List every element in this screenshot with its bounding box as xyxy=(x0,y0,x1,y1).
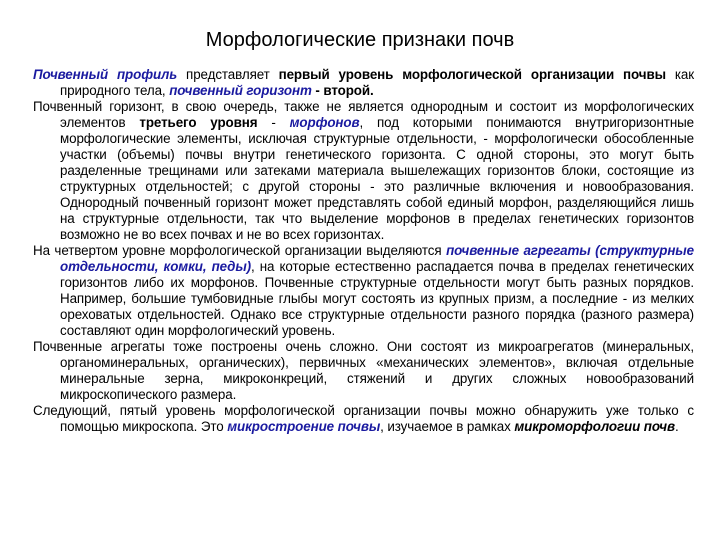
paragraph-profile xyxy=(33,67,694,99)
term-microstructure: микростроение почвы xyxy=(227,419,381,434)
text-run: Почвенные агрегаты тоже построены очень сложно. Они состоят из микроагрегатов (минеральных, органоминеральных, органических), первичных «механических элементов», включая отдельные минеральные зерна, микроконкреций, стяжений и других сложных новообразований микроскопического размера. xyxy=(33,339,694,402)
text-run: , под которыми понимаются внутригоризонтные морфологические элементы, исключая структурные отдельности, - морфологически обособленные участки (объемы) почвы внутри генетического горизонта. С одной стороны, это могут быть разделенные трещинами или затеками материала вышележащих горизонтов блоки, состоящие из структурных отдельностей; с другой стороны - это различные включения и новообразования. Однородный почвенный горизонт может представлять собой единый морфон, разделяющийся лишь на структурные отдельности, так что выделение морфонов в пределах генетических горизонтов возможно не во всех почвах и не во всех горизонтах. xyxy=(60,115,694,242)
text-run: На четвертом уровне морфологической организации выделяются xyxy=(33,243,447,258)
term-soil-aggregates: почвенные агрегаты (структурные отдельности, комки, педы) xyxy=(60,243,694,274)
text-run: . xyxy=(675,419,679,434)
paragraph-microaggregates xyxy=(33,339,694,403)
slide-title: Морфологические признаки почв xyxy=(205,29,515,51)
text-run: - xyxy=(257,115,290,130)
term-first-level: первый уровень морфологической организации почвы xyxy=(278,67,666,82)
text-run: , на которые естественно распадается почва в пределах генетических горизонтов либо их морфонов. Почвенные структурные отдельности могут быть разных порядков. Например, большие тумбовидные глыбы могут состоять из крупных призм, а последние - из мелких ореховатых отдельностей. Однако все структурные отдельности разного порядка (разного размера) составляют один морфологический уровень. xyxy=(60,259,694,338)
term-second-level: - второй. xyxy=(311,83,374,98)
text-run: Следующий, пятый уровень морфологической организации почвы можно обнаружить уже только с помощью микроскопа. Это xyxy=(33,403,694,434)
term-third-level: третьего уровня xyxy=(139,115,258,130)
term-micromorphology: микроморфологии почв xyxy=(514,419,675,434)
paragraph-microstructure xyxy=(33,403,694,435)
text-run: , изучаемое в рамках xyxy=(380,419,515,434)
text-run: представляет xyxy=(177,67,279,82)
slide-body xyxy=(33,67,694,435)
paragraph-aggregates xyxy=(33,243,694,339)
paragraph-horizon xyxy=(33,99,694,243)
term-morphons: морфонов xyxy=(289,115,360,130)
text-run: Почвенный горизонт, в свою очередь, также не является однородным и состоит из морфологических элементов xyxy=(33,99,694,130)
term-soil-profile: Почвенный профиль xyxy=(33,67,178,82)
text-run: как природного тела, xyxy=(60,67,694,98)
term-soil-horizon: почвенный горизонт xyxy=(169,83,312,98)
